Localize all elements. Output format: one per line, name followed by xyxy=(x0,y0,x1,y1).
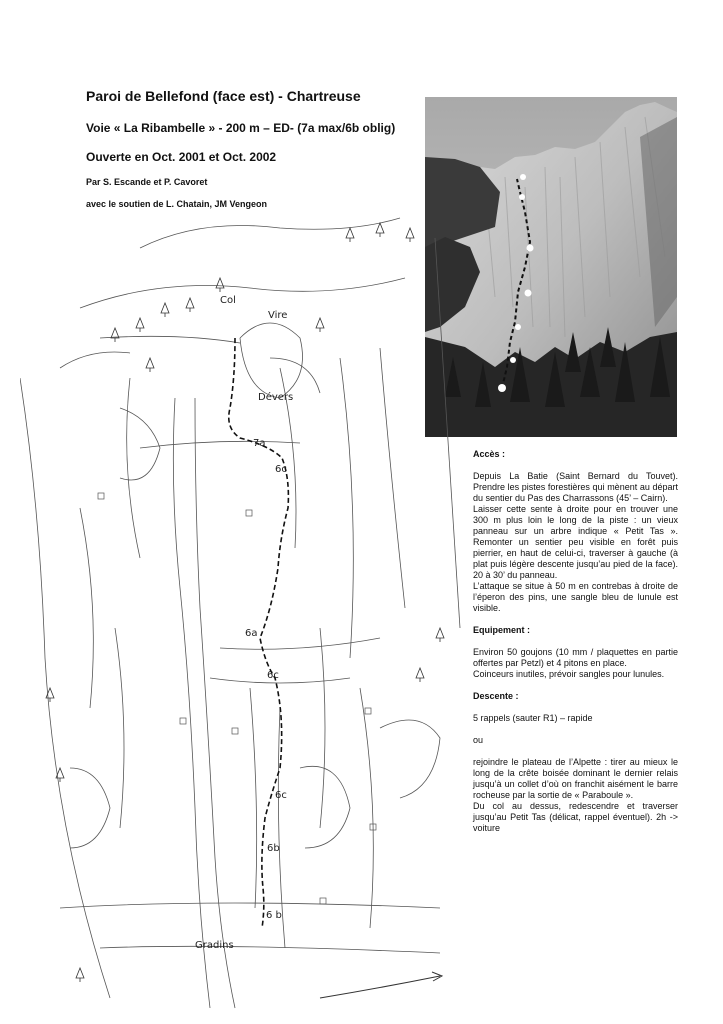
support-credits: avec le soutien de L. Chatain, JM Vengeon xyxy=(86,199,268,209)
topo-label-gradins: Gradins xyxy=(195,940,234,951)
acces-text-3: L’attaque se situe à 50 m en contrebas à droite de l’éperon des pins, une sangle bleu de lunule est visible. xyxy=(473,581,678,613)
topo-grade-6c-1: 6c xyxy=(275,464,287,475)
topo-grade-6c-3: 6c xyxy=(275,790,287,801)
descente-text-3: Du col au dessus, redescendre et traverser jusqu’au Petit Tas (délicat, rappel éventuel). 2h -> voiture xyxy=(473,801,678,833)
acces-text-1: Depuis La Batie (Saint Bernard du Touvet). Prendre les pistes forestières qui mènent au départ du sentier du Pas des Charrassons (45’ – Cairn). xyxy=(473,471,678,503)
topo-label-devers: Dévers xyxy=(258,392,294,403)
acces-title: Accès : xyxy=(473,449,506,459)
opening-dates: Ouverte en Oct. 2001 et Oct. 2002 xyxy=(86,150,277,164)
topo-grade-6a: 6a xyxy=(245,628,258,639)
descente-text-2: rejoindre le plateau de l’Alpette : tirer au mieux le long de la crête boisée dominant le dernier relais jusqu’à un collet d’où on franchit aisément le barre rocheuse par la sortie de « Paraboule ». xyxy=(473,757,678,800)
authors: Par S. Escande et P. Cavoret xyxy=(86,177,208,187)
equip-text-1: Environ 50 goujons (10 mm / plaquettes en partie offertes par Petzl) et 4 pitons en place. xyxy=(473,647,678,668)
topo-label-col: Col xyxy=(220,295,236,306)
topo-label-vire: Vire xyxy=(268,310,288,321)
topo-grade-6b-1: 6b xyxy=(267,843,280,854)
equip-text-2: Coinceurs inutiles, prévoir sangles pour lunules. xyxy=(473,669,665,679)
route-subtitle: Voie « La Ribambelle » - 200 m – ED- (7a max/6b oblig) xyxy=(86,121,396,135)
descente-text-1: 5 rappels (sauter R1) – rapide xyxy=(473,713,593,723)
descente-ou: ou xyxy=(473,735,484,745)
topo-grade-6b-2: 6 b xyxy=(266,910,282,921)
descente-title: Descente : xyxy=(473,691,519,701)
route-topo-sketch xyxy=(20,208,465,1020)
equipement-title: Equipement : xyxy=(473,625,531,635)
topo-grade-7a: 7a xyxy=(253,438,266,449)
acces-text-2: Laisser cette sente à droite pour en trouver une 300 m plus loin le long de la piste : un vieux panneau sur un arbre indique « Petit Tas ». Remonter un sentier peu visible en forêt puis pierrier, en haut de celui-ci, traverser à gauche (à plat puis légère descente jusqu’au pied de la face). 20 à 30’ du panneau. xyxy=(473,504,678,580)
topo-grade-6c-2: 6c xyxy=(267,670,279,681)
page-title: Paroi de Bellefond (face est) - Chartreuse xyxy=(86,88,361,104)
info-panel xyxy=(473,449,678,834)
